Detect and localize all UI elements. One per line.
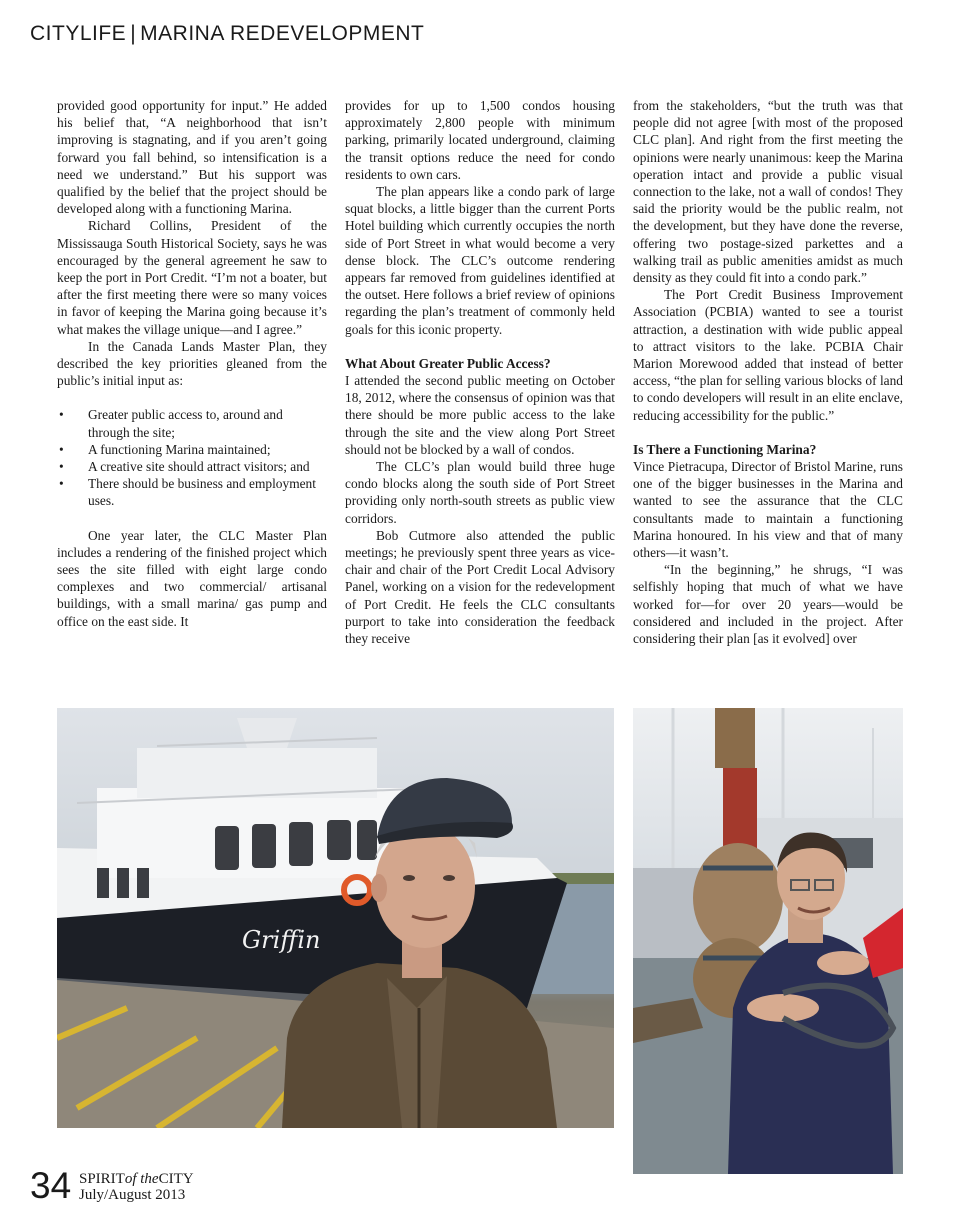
list-item: • A creative site should attract visitors; and: [57, 458, 327, 475]
paragraph: The plan appears like a condo park of large squat blocks, a little bigger than the current Ports Hotel building which currently occupies the north side of Port Street in what would become a very dense block. The CLC’s outcome rendering appears far removed from guidelines identified at the outset. Here follows a brief review of opinions regarding the plan’s treatment of commonly held goals for this iconic property.: [345, 184, 615, 337]
paragraph: Vince Pietracupa, Director of Bristol Marine, runs one of the bigger businesses in the Marina and wanted to see the assurance that the CLC consultants made to maintain a functioning Marina honoured. In his view and that of many others—it wasn’t.: [633, 459, 903, 561]
page-number: 34: [30, 1165, 72, 1206]
header-separator: |: [130, 22, 137, 45]
article-column-2: [345, 97, 615, 647]
paragraph: In the Canada Lands Master Plan, they described the key priorities gleaned from the public’s initial input as:: [57, 338, 327, 389]
boat-name: Griffin: [242, 926, 321, 954]
paragraph: Bob Cutmore also attended the public meetings; he previously spent three years as vice-chair and chair of the Port Credit Local Advisory Panel, working on a vision for the redevelopment of Port Credit. He feels the CLC consultants purport to take into consideration the feedback they receive: [345, 527, 615, 647]
paragraph: The Port Credit Business Improvement Association (PCBIA) wanted to see a tourist attraction, a destination with wide public appeal to attract visitors to the lake. PCBIA Chair Marion Morewood added that instead of better access, “the plan for selling various blocks of land to condo developers will result in an elite enclave, reducing accessibility for the public.”: [633, 287, 903, 423]
magazine-name-part: of the: [124, 1171, 159, 1187]
list-item: • There should be business and employment uses.: [57, 475, 327, 509]
paragraph: from the stakeholders, “but the truth was that people did not agree [with most of the proposed CLC plan]. And right from the first meeting the opinions were nearly unanimous: keep the Marina operation intact and provide a public visual connection to the lake, not a wall of condos! They said the priority would be the public realm, not the development, but they have done the reverse, offering two postage-sized parkettes and a walking trail as public amenities amidst as much density as they could fit into a condo park.”: [633, 98, 903, 286]
paragraph: One year later, the CLC Master Plan includes a rendering of the finished project which sees the site filled with eight large condo complexes and two commercial/ artisanal buildings, with a small marina/ gas pump and office on the east side. It: [57, 527, 327, 629]
section-header: [30, 22, 424, 46]
section-label: CITYLIFE: [30, 22, 127, 45]
paragraph: Richard Collins, President of the Mississauga South Historical Society, says he was encouraged by the general agreement he saw to keep the port in Port Credit. “I’m not a boater, but after the first meeting there were so many voices in favor of keeping the Marina going because it’s what makes the village unique—and I agree.”: [57, 218, 327, 337]
paragraph: provided good opportunity for input.” He added his belief that, “A neighborhood that isn’t improving is stagnating, and if you aren’t going forward you fall behind, so intensification is a need we understand.” But his support was qualified by the belief that the project should be developed along with a functioning Marina.: [57, 98, 327, 217]
article-column-3: [633, 97, 903, 647]
paragraph: “In the beginning,” he shrugs, “I was selfishly hoping that much of what we have worked for—for over 20 years—would be considered and included in the project. After considering their plan [as it evolved] over: [633, 562, 903, 647]
subheading: What About Greater Public Access?: [345, 355, 551, 371]
list-item: • Greater public access to, around and through the site;: [57, 406, 327, 440]
paragraph: I attended the second public meeting on October 18, 2012, where the consensus of opinion was that there should be more public access to the lake through the site and the view along Port Street should not be blocked by a wall of condos.: [345, 373, 615, 457]
subheading: Is There a Functioning Marina?: [633, 441, 817, 457]
paragraph: provides for up to 1,500 condos housing approximately 2,800 people with minimum parking, primarily located underground, claiming the transit options reduce the need for condo residents to own cars.: [345, 98, 615, 182]
issue-date: July/August 2013: [79, 1187, 186, 1203]
photo-man-with-rope: [633, 708, 903, 1174]
photo-man-with-boat: [57, 708, 614, 1128]
paragraph: The CLC’s plan would build three huge condo blocks along the south side of Port Street providing only north-south streets as public view corridors.: [345, 459, 615, 526]
article-column-1: [57, 97, 327, 630]
magazine-name-part: SPIRIT: [79, 1171, 125, 1187]
photo-illustration: [633, 708, 903, 1174]
priorities-list: [57, 406, 327, 509]
magazine-name: [79, 1171, 194, 1187]
magazine-name-part: CITY: [158, 1171, 194, 1187]
list-item: • A functioning Marina maintained;: [57, 441, 327, 458]
photo-illustration: [57, 708, 614, 1128]
article-title: MARINA REDEVELOPMENT: [140, 22, 425, 45]
